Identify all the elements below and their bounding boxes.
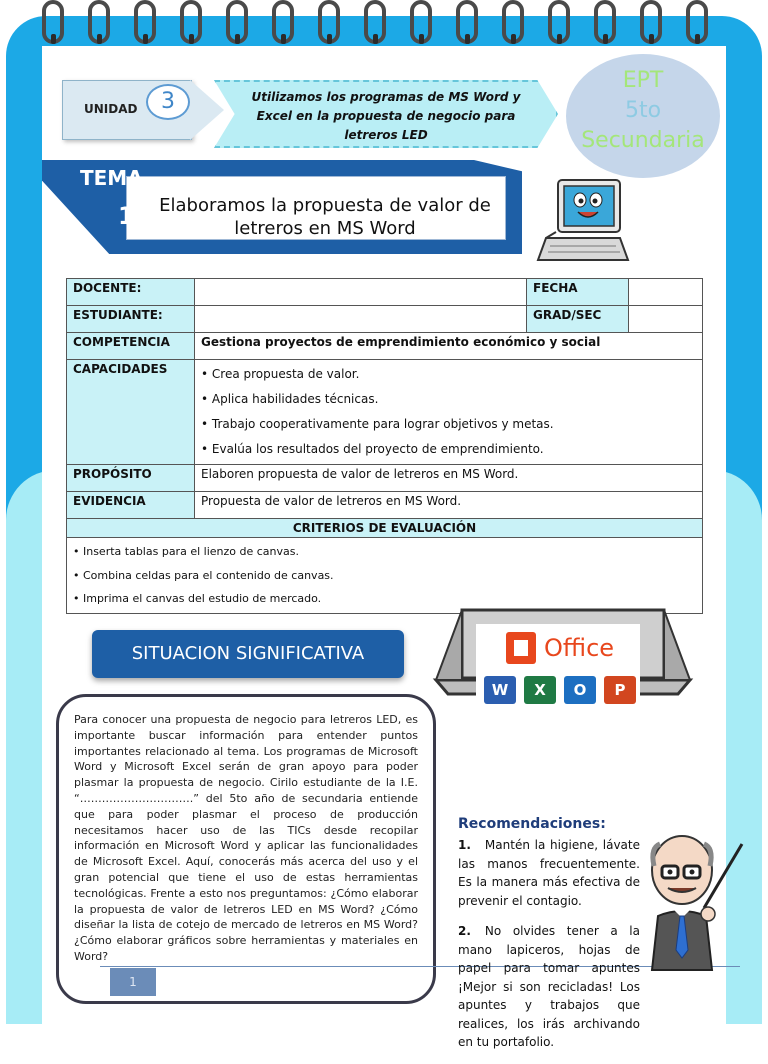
list-item-number: 2.	[458, 924, 471, 938]
capacidades-list	[195, 360, 703, 465]
list-item: • Evalúa los resultados del proyecto de emprendimiento.	[201, 442, 544, 456]
spiral-ring	[502, 0, 524, 44]
evidencia-value: Propuesta de valor de letreros en MS Word.	[195, 492, 703, 519]
criterios-label: CRITERIOS DE EVALUACIÓN	[67, 519, 703, 538]
table-row	[67, 306, 703, 333]
grade-label: 5to	[624, 98, 662, 123]
docente-field[interactable]	[195, 279, 527, 306]
excel-icon: X	[524, 676, 556, 704]
recomendaciones-list	[450, 836, 640, 1064]
unit-number: 3	[146, 84, 190, 120]
list-item: • Inserta tablas para el lienzo de canvas.	[73, 545, 299, 558]
laptop-mascot-icon	[536, 176, 630, 266]
competencia-label: COMPETENCIA	[67, 333, 195, 360]
page-number: 1	[110, 968, 156, 996]
subject-name: EPT	[622, 68, 664, 93]
subject-badge	[566, 54, 720, 178]
spiral-ring	[548, 0, 570, 44]
office-logo-icon-inner	[514, 640, 528, 656]
tema-number: 1	[118, 202, 135, 230]
table-row	[67, 538, 703, 614]
capacidades-label: CAPACIDADES	[67, 360, 195, 465]
gradsec-label: GRAD/SEC	[527, 306, 629, 333]
spiral-binding	[34, 0, 734, 48]
spiral-ring	[364, 0, 386, 44]
gradsec-field[interactable]	[629, 306, 703, 333]
list-item: • Imprima el canvas del estudio de mercado.	[73, 592, 322, 605]
spiral-ring	[318, 0, 340, 44]
spiral-ring	[456, 0, 478, 44]
list-item-number: 1.	[458, 838, 471, 852]
spiral-ring	[410, 0, 432, 44]
criterios-list	[67, 538, 703, 614]
table-row	[67, 279, 703, 306]
proposito-label: PROPÓSITO	[67, 465, 195, 492]
proposito-value: Elaboren propuesta de valor de letreros en MS Word.	[195, 465, 703, 492]
tema-title: Elaboramos la propuesta de valor de letreros en MS Word	[159, 195, 491, 239]
table-row	[67, 465, 703, 492]
fecha-field[interactable]	[629, 279, 703, 306]
word-icon: W	[484, 676, 516, 704]
table-row	[67, 333, 703, 360]
list-item-text: No olvides tener a la mano lapiceros, hojas de papel para tomar apuntes ¡Mejor si son recicladas! Los apuntes y trabajos que realices, los irás archivando en tu portafolio.	[458, 924, 640, 1049]
table-row	[67, 360, 703, 465]
powerpoint-icon: P	[604, 676, 636, 704]
level-label: Secundaria	[581, 128, 705, 153]
spiral-ring	[272, 0, 294, 44]
spiral-ring	[686, 0, 708, 44]
unit-arrow	[190, 80, 224, 140]
fecha-label: FECHA	[527, 279, 629, 306]
tema-label: TEMA	[80, 166, 143, 190]
estudiante-label: ESTUDIANTE:	[67, 306, 195, 333]
spiral-ring	[226, 0, 248, 44]
docente-label: DOCENTE:	[67, 279, 195, 306]
spiral-ring	[134, 0, 156, 44]
list-item: • Combina celdas para el contenido de canvas.	[73, 568, 334, 582]
spiral-ring	[42, 0, 64, 44]
evidencia-label: EVIDENCIA	[67, 492, 195, 519]
list-item-text: Mantén la higiene, lávate las manos frecuentemente. Es la manera más efectiva de prevenir el contagio.	[458, 838, 640, 908]
unit-label: UNIDAD	[84, 102, 138, 116]
teacher-mascot-icon	[638, 820, 746, 970]
estudiante-field[interactable]	[195, 306, 527, 333]
spiral-ring	[594, 0, 616, 44]
table-row	[67, 519, 703, 538]
spiral-ring	[180, 0, 202, 44]
unit-topic: Utilizamos los programas de MS Word y Excel en la propuesta de negocio para letreros LED	[251, 90, 521, 142]
spiral-ring	[88, 0, 110, 44]
situacion-text: Para conocer una propuesta de negocio para letreros LED, es importante buscar información para entender puntos importantes relacionado al tema. Los programas de Microsoft Word y Microsoft Excel serán de gran apoyo para poder plasmar la propuesta de negocio. Cirilo estudiante de la I.E. “………………………….” del 5to año de secundaria entiende que para poder plasmar el proceso de producción necesitamos hacer uso de las TICs desde recopilar información en Microsoft Word y aplicar las funcionalidades de Microsoft Excel. Aquí, conocerás más acerca del uso y el gran potencial que tiene el uso de estas herramientas tecnológicas. Frente a esto nos preguntamos: ¿Cómo elaborar la propuesta de valor de letreros LED en MS Word? ¿Cómo diseñar la lista de cotejo de mercado de letreros en MS Word? ¿Cómo elaborar gráficos sobre herramientas y materiales en Word?	[74, 713, 418, 963]
list-item	[450, 922, 640, 1052]
recomendaciones-title: Recomendaciones:	[458, 816, 606, 832]
list-item: • Crea propuesta de valor.	[201, 367, 360, 381]
outlook-icon: O	[564, 676, 596, 704]
office-brand: Office	[544, 634, 615, 662]
info-table	[66, 278, 703, 614]
list-item	[450, 836, 640, 910]
list-item: • Aplica habilidades técnicas.	[201, 392, 379, 406]
situacion-title: SITUACION SIGNIFICATIVA	[92, 630, 404, 678]
table-row	[67, 492, 703, 519]
competencia-value: Gestiona proyectos de emprendimiento económico y social	[195, 333, 703, 360]
spiral-ring	[640, 0, 662, 44]
list-item: • Trabajo cooperativamente para lograr objetivos y metas.	[201, 417, 554, 431]
